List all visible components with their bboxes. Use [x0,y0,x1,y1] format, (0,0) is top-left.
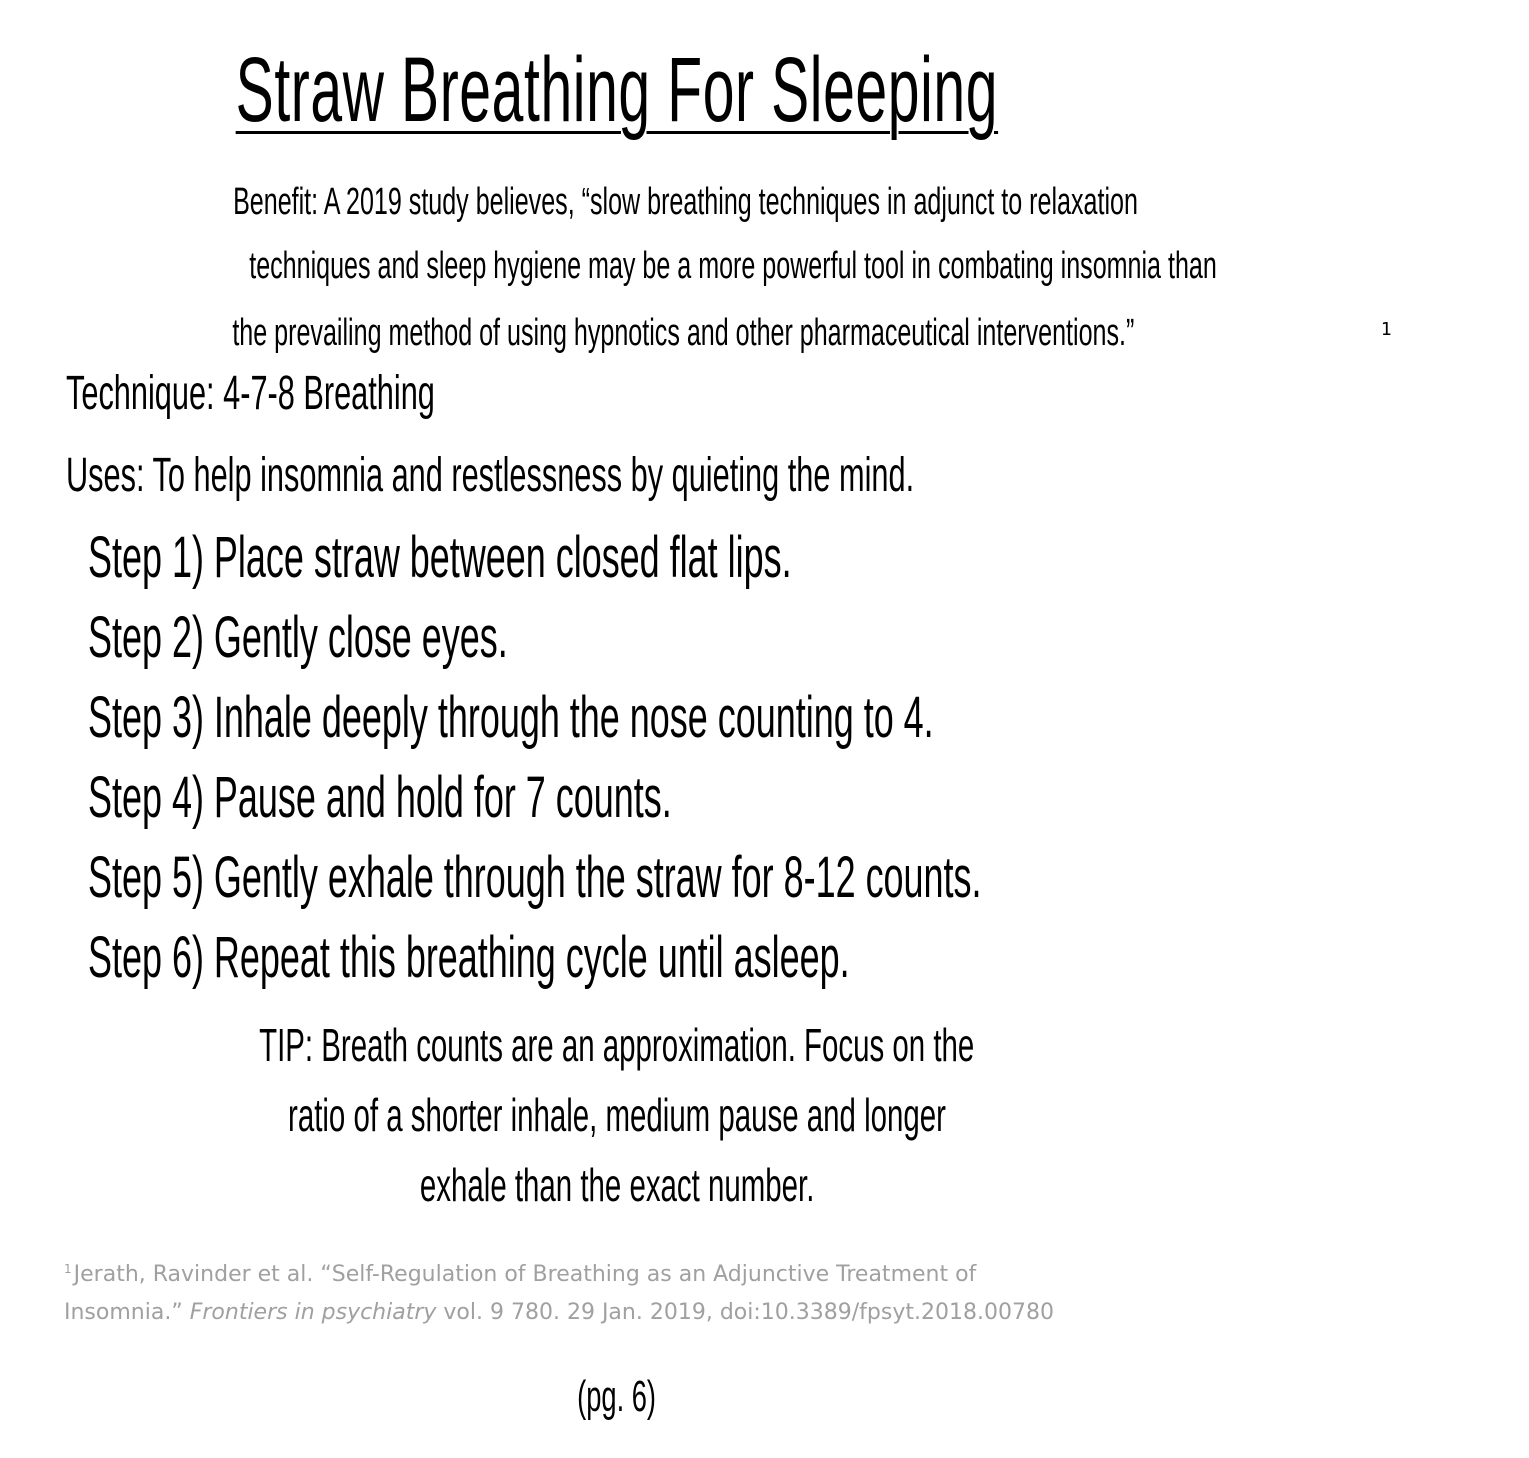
tip-line: TIP: Breath counts are an approximation. Focus on the [259,1019,975,1071]
footnote-reference: 1 [1380,319,1392,340]
footnote-citation [64,1250,1184,1332]
steps-list [88,520,1529,1000]
citation-marker: 1 [64,1262,72,1276]
tip-line: exhale than the exact number. [419,1159,815,1211]
benefit-line: the prevailing method of using hypnotics and other pharmaceutical interventions.” $^1$ [232,312,1392,354]
step-item: Step 6) Repeat this breathing cycle until asleep. [88,925,850,990]
citation-line: Insomnia.” Frontiers in psychiatry vol. 9 780. 29 Jan. 2019, doi:10.3389/fpsyt.2018.00780 [64,1300,1054,1325]
page-number: (pg. 6) [577,1372,657,1421]
step-item: Step 5) Gently exhale through the straw for 8-12 counts. [88,845,982,910]
citation-line: $^1$Jerath, Ravinder et al. “Self-Regulation of Breathing as an Adjunctive Treatment of [64,1262,977,1287]
tip-line: ratio of a shorter inhale, medium pause and longer [288,1089,946,1141]
step-item: Step 4) Pause and hold for 7 counts. [88,765,672,830]
benefit-paragraph [0,170,1392,365]
uses-line: Uses: To help insomnia and restlessness by quieting the mind. [66,449,915,502]
journal-name: Frontiers in psychiatry [189,1300,437,1325]
benefit-line: techniques and sleep hygiene may be a more powerful tool in combating insomnia than [249,245,1217,287]
tip-paragraph [0,1010,1234,1220]
benefit-line: Benefit: A 2019 study believes, “slow breathing techniques in adjunct to relaxation [233,181,1138,223]
technique-heading: Technique: 4-7-8 Breathing [66,367,435,420]
step-item: Step 1) Place straw between closed flat lips. [88,525,792,590]
step-item: Step 2) Gently close eyes. [88,605,508,670]
step-item: Step 3) Inhale deeply through the nose counting to 4. [88,685,934,750]
page-title [0,38,1234,143]
page-title-text: Straw Breathing For Sleeping [235,39,999,141]
